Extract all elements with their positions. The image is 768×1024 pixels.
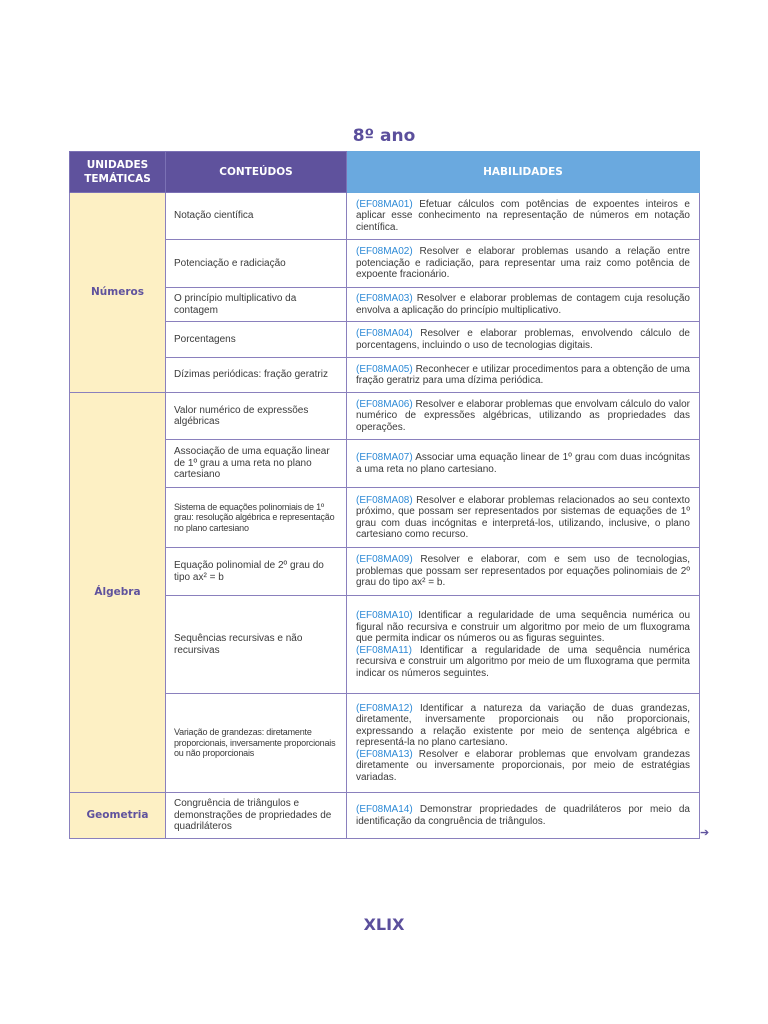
table-row [70, 193, 700, 240]
skill-code: (EF08MA09) [356, 554, 413, 566]
skill-cell [347, 596, 700, 694]
skill-cell [347, 193, 700, 240]
skill-cell [347, 440, 700, 488]
content-cell: Sistema de equações polinomiais de 1º grau: resolução algébrica e representação no plano cartesiano [166, 488, 347, 548]
skill-text: Resolver e elaborar problemas relacionados ao seu contexto próximo, que possam ser representados por sistemas de equações de 1º grau com duas incógnitas e interpretá-los, utilizando, inclusive, o plano cartesiano como recurso. [356, 494, 690, 540]
header-unit: UNIDADES TEMÁTICAS [70, 152, 166, 193]
skill-code: (EF08MA05) [356, 363, 413, 375]
unit-numeros: Números [70, 193, 166, 393]
skill-code: (EF08MA07) [356, 452, 413, 463]
skill-code: (EF08MA02) [356, 246, 413, 258]
content-cell: Equação polinomial de 2º grau do tipo ax² = b [166, 548, 347, 596]
skill-code: (EF08MA12) [356, 702, 413, 714]
curriculum-table [69, 151, 700, 839]
skill-cell [347, 358, 700, 393]
unit-algebra: Álgebra [70, 393, 166, 793]
skill-text: Identificar a regularidade de uma sequência numérica recursiva e construir um algoritmo por meio de um fluxograma que permita indicar os números seguintes. [356, 644, 690, 679]
unit-geometria: Geometria [70, 793, 166, 839]
skill-text: Demonstrar propriedades de quadriláteros por meio da identificação da congruência de triângulos. [356, 804, 690, 827]
content-cell: Notação científica [166, 193, 347, 240]
skill-cell [347, 240, 700, 288]
skill-cell [347, 793, 700, 839]
skill-cell [347, 288, 700, 322]
skill-code: (EF08MA06) [356, 398, 413, 410]
table-row [70, 793, 700, 839]
skill-code: (EF08MA14) [356, 804, 413, 815]
skill-text: Resolver e elaborar problemas que envolvam grandezas diretamente ou inversamente proporcionais, por meio de estratégias variadas. [356, 748, 690, 783]
skill-code: (EF08MA13) [356, 748, 413, 760]
content-cell: Congruência de triângulos e demonstrações de propriedades de quadriláteros [166, 793, 347, 839]
skill-code: (EF08MA01) [356, 198, 413, 210]
skill-text: Resolver e elaborar problemas que envolvam cálculo do valor numérico de expressões algébricas, utilizando as propriedades das operações. [356, 398, 690, 433]
skill-cell [347, 488, 700, 548]
header-skill: HABILIDADES [347, 152, 700, 193]
content-cell: Associação de uma equação linear de 1º grau a uma reta no plano cartesiano [166, 440, 347, 488]
skill-text: Reconhecer e utilizar procedimentos para a obtenção de uma fração geratriz para uma dízima periódica. [356, 363, 690, 386]
content-cell: Variação de grandezas: diretamente proporcionais, inversamente proporcionais ou não proporcionais [166, 694, 347, 793]
content-cell: Valor numérico de expressões algébricas [166, 393, 347, 440]
skill-code: (EF08MA10) [356, 610, 413, 621]
page-title: 8º ano [352, 126, 416, 146]
skill-code: (EF08MA03) [356, 293, 413, 304]
skill-text: Resolver e elaborar problemas, envolvendo cálculo de porcentagens, incluindo o uso de tecnologias digitais. [356, 328, 690, 351]
skill-text: Resolver e elaborar problemas de contagem cuja resolução envolva a aplicação do princípio multiplicativo. [356, 293, 690, 316]
skill-cell [347, 322, 700, 358]
content-cell: O princípio multiplicativo da contagem [166, 288, 347, 322]
content-cell: Dízimas periódicas: fração geratriz [166, 358, 347, 393]
arrow-right-icon: ➔ [700, 827, 710, 839]
table-row [70, 393, 700, 440]
header-content: CONTEÚDOS [166, 152, 347, 193]
skill-code: (EF08MA11) [356, 644, 412, 656]
skill-text: Identificar a regularidade de uma sequência numérica ou figural não recursiva e construir um algoritmo por meio de um fluxograma que permita indicar os números ou as figuras seguintes. [356, 610, 690, 644]
skill-code: (EF08MA04) [356, 328, 413, 339]
skill-cell [347, 548, 700, 596]
content-cell: Porcentagens [166, 322, 347, 358]
skill-text: Resolver e elaborar problemas usando a relação entre potenciação e radiciação, para representar uma raiz como potência de expoente fracionário. [356, 246, 690, 281]
skill-cell [347, 694, 700, 793]
skill-code: (EF08MA08) [356, 494, 413, 506]
skill-cell [347, 393, 700, 440]
content-cell: Potenciação e radiciação [166, 240, 347, 288]
page-number: XLIX [363, 915, 405, 934]
skill-text: Efetuar cálculos com potências de expoentes inteiros e aplicar esse conhecimento na representação de números em notação científica. [356, 198, 690, 233]
table-header-row [70, 152, 700, 193]
skill-text: Resolver e elaborar, com e sem uso de tecnologias, problemas que possam ser representados por equações polinomiais de 2º grau do tipo ax² = b. [356, 554, 690, 589]
skill-text: Identificar a natureza da variação de duas grandezas, diretamente, inversamente proporcionais ou não proporcionais, expressando a relação existente por meio de sentença algébrica e representá-la no plano cartesiano. [356, 702, 690, 749]
skill-text: Associar uma equação linear de 1º grau com duas incógnitas a uma reta no plano cartesiano. [356, 452, 690, 475]
content-cell: Sequências recursivas e não recursivas [166, 596, 347, 694]
